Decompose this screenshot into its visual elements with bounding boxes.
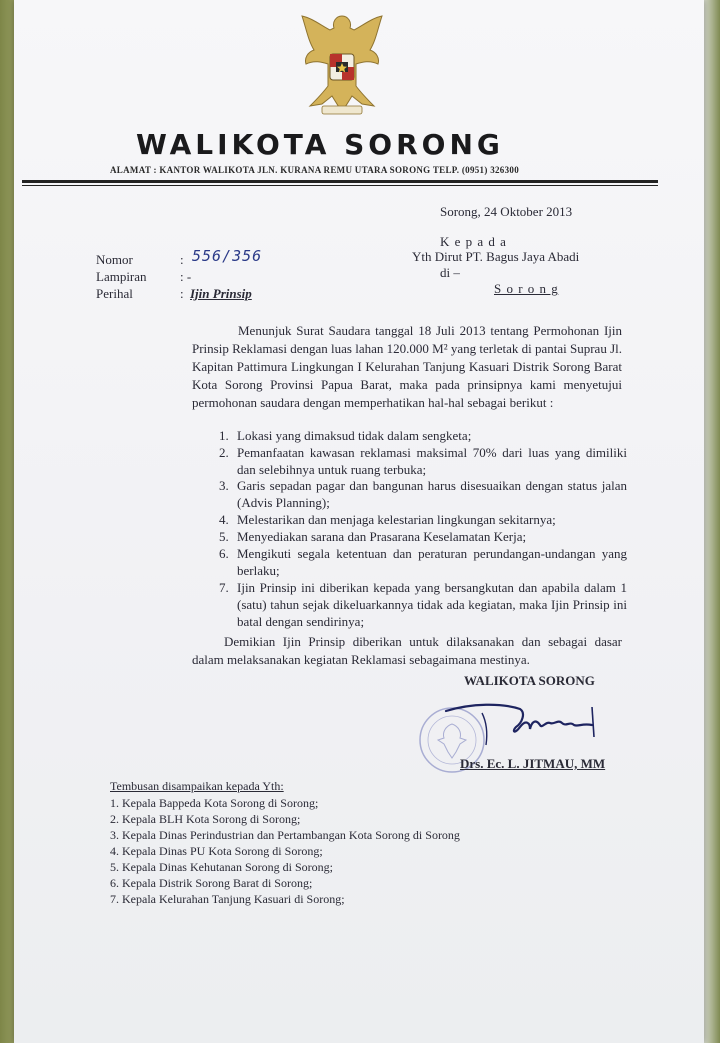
handwritten-signature-icon: [442, 697, 622, 753]
nomor-value: 556/356: [192, 247, 263, 265]
tembusan-item: 6. Kepala Distrik Sorong Barat di Sorong;: [110, 876, 313, 890]
body-closing: Demikian Ijin Prinsip diberikan untuk dilaksanakan dan sebagai dasar dalam melaksanakan kegiatan Reklamasi sebagaimana mestinya.: [192, 634, 622, 667]
tembusan-item: 7. Kepala Kelurahan Tanjung Kasuari di Sorong;: [110, 892, 345, 906]
tembusan-item: 1. Kepala Bappeda Kota Sorong di Sorong;: [110, 796, 319, 810]
list-item: [219, 427, 627, 444]
perihal-colon: :: [180, 286, 184, 301]
nomor-label: Nomor: [96, 252, 133, 267]
list-item-number: 5.: [219, 529, 229, 544]
letter-page: [14, 0, 704, 1043]
perihal-value: Ijin Prinsip: [190, 286, 252, 301]
tembusan-item: 3. Kepala Dinas Perindustrian dan Pertambangan Kota Sorong di Sorong: [110, 828, 460, 842]
list-item-number: 6.: [219, 546, 229, 561]
lampiran-label: Lampiran: [96, 269, 147, 284]
signatory-name: Drs. Ec. L. JITMAU, MM: [460, 756, 606, 771]
perihal-label: Perihal: [96, 286, 133, 301]
list-item: [219, 444, 627, 478]
garuda-emblem-icon: [292, 8, 392, 120]
list-item-text: Ijin Prinsip ini diberikan kepada yang bersangkutan dan apabila dalam 1 (satu) tahun sejak dikeluarkannya tidak ada kegiatan, maka Ijin Prinsip ini batal dengan sendirinya;: [237, 580, 627, 629]
list-item-text: Garis sepadan pagar dan bangunan harus disesuaikan dengan status jalan (Advis Planning);: [237, 478, 627, 510]
tembusan-heading: Tembusan disampaikan kepada Yth:: [110, 779, 284, 793]
list-item-number: 2.: [219, 445, 229, 460]
list-item-number: 7.: [219, 580, 229, 595]
list-item: [219, 511, 627, 528]
tembusan-item: 2. Kepala BLH Kota Sorong di Sorong;: [110, 812, 301, 826]
nomor-colon: :: [180, 252, 184, 267]
letter-date: Sorong, 24 Oktober 2013: [440, 204, 573, 219]
list-item-number: 1.: [219, 428, 229, 443]
letterhead-address: ALAMAT : KANTOR WALIKOTA JLN. KURANA REMU UTARA SORONG TELP. (0951) 326300: [110, 165, 519, 175]
tembusan-item: 4. Kepala Dinas PU Kota Sorong di Sorong;: [110, 844, 323, 858]
kepada-label: K e p a d a: [440, 234, 507, 249]
list-item-text: Menyediakan sarana dan Prasarana Keselamatan Kerja;: [237, 529, 527, 544]
list-item-text: Melestarikan dan menjaga kelestarian lingkungan sekitarnya;: [237, 512, 556, 527]
body-intro: Menunjuk Surat Saudara tanggal 18 Juli 2013 tentang Permohonan Ijin Prinsip Reklamasi dengan luas lahan 120.000 M² yang terletak di pantai Suprau Jl. Kapitan Pattimura Lingkungan I Kelurahan Tanjung Kasuari Distrik Sorong Barat Kota Sorong Provinsi Papua Barat, maka pada prinsipnya kami menyetujui permohonan saudara dengan memperhatikan hal-hal sebagai berikut :: [192, 323, 622, 410]
list-item-number: 4.: [219, 512, 229, 527]
list-item: [219, 528, 627, 545]
letterhead-title: WALIKOTA SORONG: [136, 128, 504, 161]
recipient-yth: Yth Dirut PT. Bagus Jaya Abadi: [412, 249, 580, 264]
recipient-city: S o r o n g: [494, 281, 559, 296]
list-item: [219, 545, 627, 579]
lampiran-value: : -: [180, 269, 192, 284]
list-item-number: 3.: [219, 478, 229, 493]
letterhead-rule-thin: [22, 185, 658, 186]
list-item: [219, 477, 627, 511]
list-item-text: Mengikuti segala ketentuan dan peraturan perundangan-undangan yang berlaku;: [237, 546, 627, 578]
tembusan-item: 5. Kepala Dinas Kehutanan Sorong di Sorong;: [110, 860, 333, 874]
list-item: [219, 579, 627, 630]
recipient-di: di –: [440, 265, 460, 280]
list-item-text: Lokasi yang dimaksud tidak dalam sengketa;: [237, 428, 472, 443]
signature-office: WALIKOTA SORONG: [464, 673, 595, 688]
letterhead-rule-thick: [22, 180, 658, 183]
list-item-text: Pemanfaatan kawasan reklamasi maksimal 70% dari luas yang dimiliki dan selebihnya untuk ruang terbuka;: [237, 445, 627, 477]
